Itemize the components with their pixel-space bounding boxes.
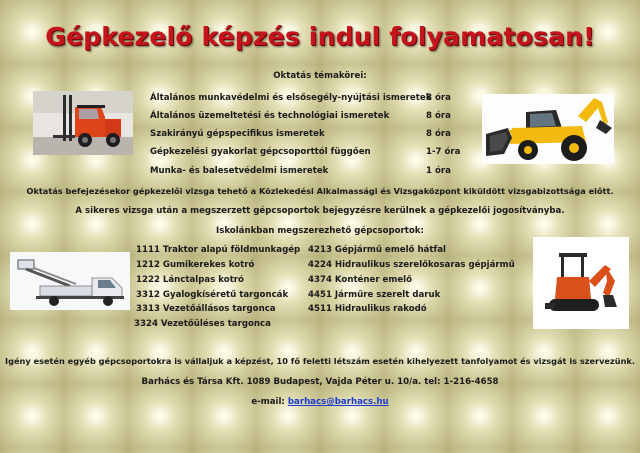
company-info: Barhács és Társa Kft. 1089 Budapest, Vajda Péter u. 10/a. tel: 1-216-4658 (141, 377, 499, 387)
group-item: 3324 Vezetőüléses targonca (134, 319, 271, 329)
topic-name: Gépkezelési gyakorlat gépcsoporttól függően (150, 147, 371, 157)
topic-hours: 1-7 óra (426, 147, 461, 157)
email-line (0, 397, 640, 408)
topic-hours: 8 óra (426, 111, 451, 121)
topic-hours: 1 óra (426, 166, 451, 176)
note-text: Igény esetén egyéb gépcsoportokra is vállaljuk a képzést, 10 fő feletti létszám esetén kihelyezett tanfolyamot és vizsgát is szervezünk. (5, 356, 635, 366)
email-link[interactable]: barhacs@barhacs.hu (287, 397, 389, 407)
group-item: 4511 Hidraulikus rakodó (308, 304, 427, 314)
flyer-title: Gépkezelő képzés indul folyamatosan! (45, 22, 595, 51)
license-text: A sikeres vizsga után a megszerzett gépcsoportok bejegyzésre kerülnek a gépkezelői jogosítványba. (75, 206, 565, 216)
group-item: 4451 Járműre szerelt daruk (308, 290, 441, 300)
forklift-photo (33, 91, 133, 155)
backhoe-loader-photo (482, 94, 614, 164)
topics-heading: Oktatás témakörei: (273, 71, 367, 81)
groups-heading: Iskolánkban megszerezhető gépcsoportok: (216, 226, 424, 236)
topic-name: Általános munkavédelmi és elsősegély-nyújtási ismeretek (150, 93, 432, 103)
exam-text: Oktatás befejezésekor gépkezelői vizsga tehető a Közlekedési Alkalmassági és Vizsgaközpont kiküldött vizsgabizottsága előtt. (26, 186, 614, 196)
group-item: 1111 Traktor alapú földmunkagép (136, 245, 301, 255)
group-item: 3313 Vezetőállásos targonca (136, 304, 276, 314)
topic-name: Általános üzemeltetési és technológiai ismeretek (150, 111, 390, 121)
topic-hours: 8 óra (426, 129, 451, 139)
topic-name: Szakirányú gépspecifikus ismeretek (150, 129, 325, 139)
mini-excavator-photo (533, 237, 629, 329)
email-label: e-mail: (251, 397, 285, 407)
group-item: 4213 Gépjármű emelő hátfal (308, 245, 446, 255)
topic-hours: 8 óra (426, 93, 451, 103)
aerial-platform-truck-photo (10, 252, 130, 310)
group-item: 1222 Lánctalpas kotró (136, 275, 244, 285)
group-item: 1212 Gumikerekes kotró (136, 260, 255, 270)
group-item: 4224 Hidraulikus szerelőkosaras gépjármű (308, 260, 515, 270)
group-item: 4374 Konténer emelő (308, 275, 413, 285)
topic-name: Munka- és balesetvédelmi ismeretek (150, 166, 329, 176)
group-item: 3312 Gyalogkíséretű targoncák (136, 290, 289, 300)
